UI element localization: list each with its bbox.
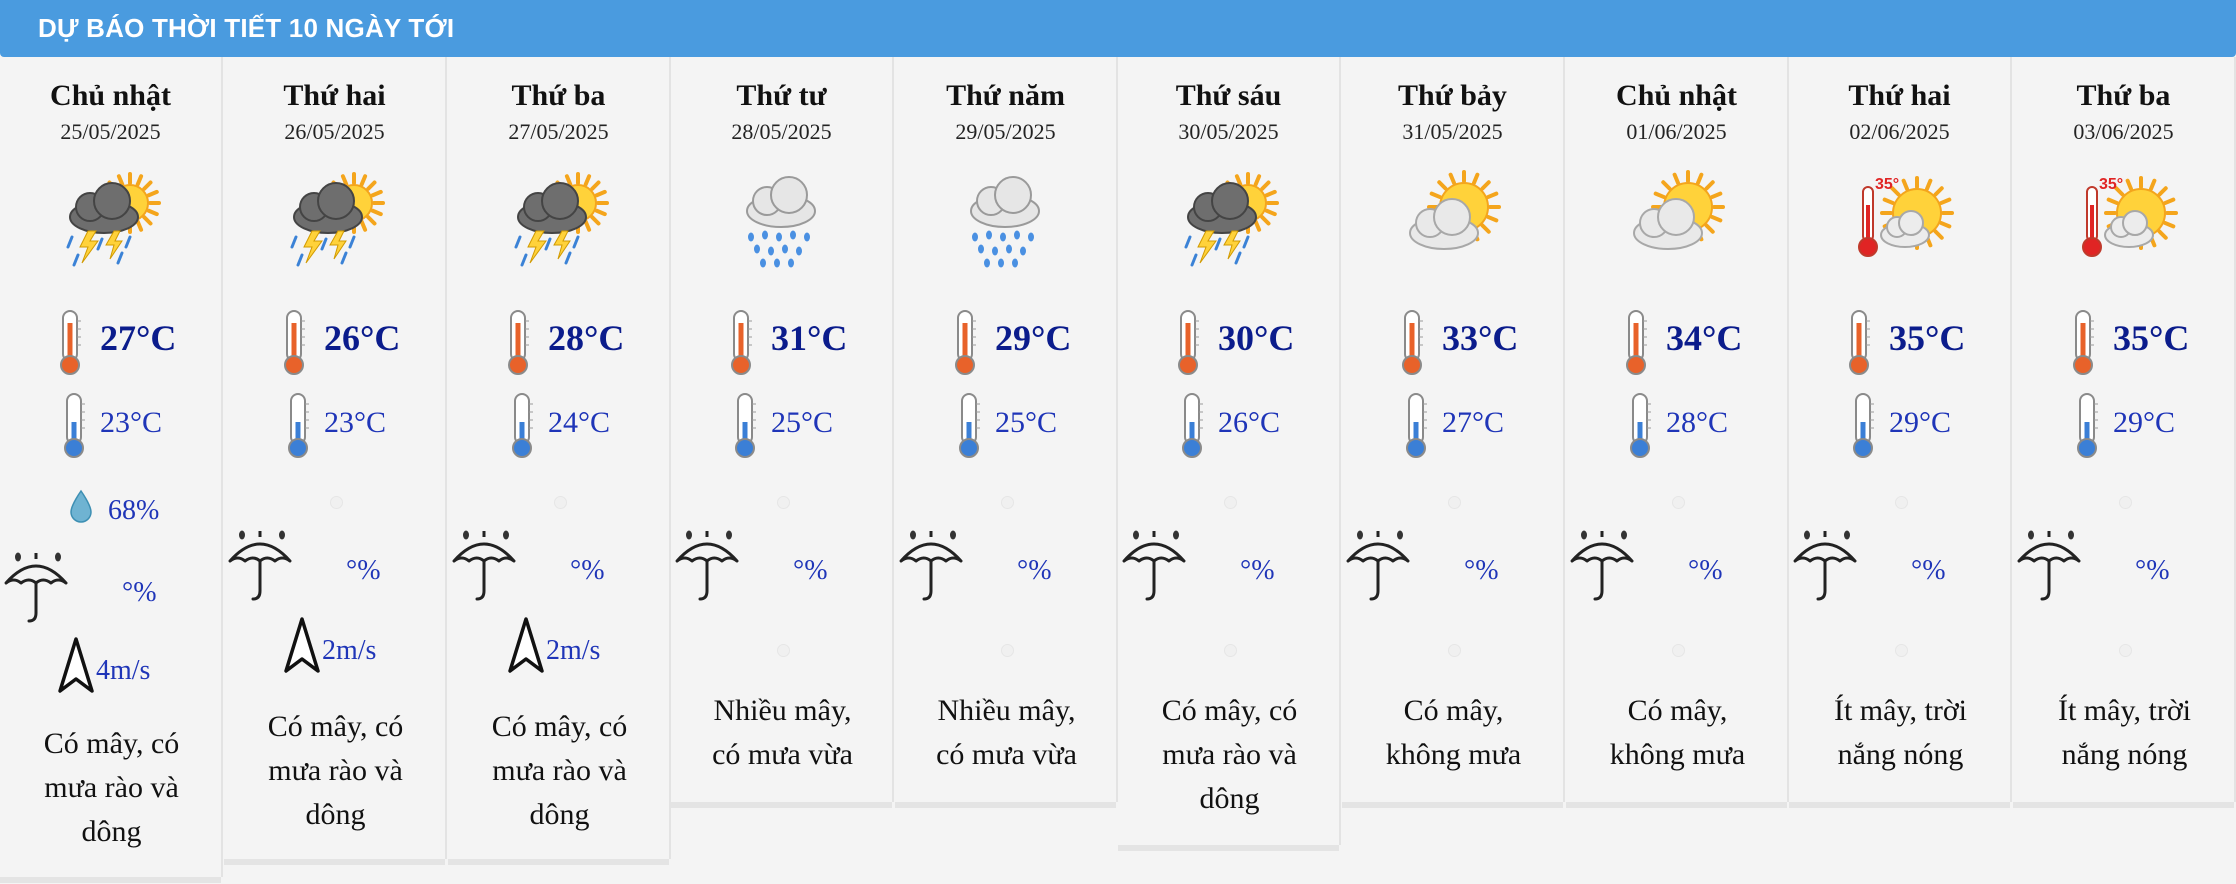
thunderstorm-sun-icon bbox=[282, 165, 392, 275]
temp-low-row bbox=[671, 392, 892, 452]
hot-sun-icon bbox=[1847, 165, 1957, 275]
forecast-title: DỰ BÁO THỜI TIẾT 10 NGÀY TỚI bbox=[38, 13, 455, 43]
umbrella-icon bbox=[448, 527, 520, 603]
rain-chance-row bbox=[0, 549, 221, 619]
wind-row bbox=[0, 635, 221, 705]
day-date: 03/06/2025 bbox=[2073, 119, 2174, 144]
temp-low-row bbox=[1342, 392, 1563, 452]
description-line: Có mây, bbox=[1403, 694, 1504, 727]
day-column bbox=[895, 57, 1118, 802]
thermometer-cold-icon bbox=[506, 392, 538, 460]
thermometer-hot-icon bbox=[502, 309, 534, 377]
umbrella-icon bbox=[671, 527, 743, 603]
weather-description bbox=[681, 689, 884, 777]
weather-description bbox=[1128, 689, 1331, 821]
temp-high-value: 31°C bbox=[771, 318, 848, 358]
temp-high-row bbox=[1342, 309, 1563, 369]
day-date: 29/05/2025 bbox=[955, 119, 1056, 144]
rain-chance-value: °% bbox=[1464, 555, 1499, 586]
temp-high-value: 27°C bbox=[100, 318, 177, 358]
wind-direction-icon bbox=[56, 635, 96, 697]
temp-low-value: 25°C bbox=[771, 406, 834, 439]
humidity-value: 68% bbox=[108, 495, 160, 526]
day-name: Chủ nhật bbox=[1616, 79, 1737, 112]
day-name: Thứ sáu bbox=[1175, 79, 1282, 112]
rain-chance-row bbox=[224, 527, 445, 597]
day-column bbox=[1342, 57, 1565, 802]
thermometer-hot-icon bbox=[1843, 309, 1875, 377]
empty-dot bbox=[777, 496, 790, 509]
day-name: Thứ bảy bbox=[1398, 79, 1507, 112]
empty-dot bbox=[554, 496, 567, 509]
description-line: dông bbox=[529, 798, 590, 831]
water-drop-icon bbox=[66, 489, 96, 525]
thermometer-hot-icon bbox=[949, 309, 981, 377]
day-date: 02/06/2025 bbox=[1849, 119, 1950, 144]
thermometer-hot-icon bbox=[54, 309, 86, 377]
rain-chance-row bbox=[2013, 527, 2234, 597]
day-name: Chủ nhật bbox=[50, 79, 171, 112]
wind-row bbox=[448, 615, 669, 685]
empty-dot bbox=[1895, 644, 1908, 657]
column-bottom-border bbox=[448, 859, 669, 865]
column-bottom-border bbox=[2013, 802, 2234, 808]
day-name: Thứ năm bbox=[946, 79, 1065, 112]
temp-high-row bbox=[895, 309, 1116, 369]
sun-cloud-icon bbox=[1624, 165, 1734, 275]
thermometer-cold-icon bbox=[953, 392, 985, 460]
temp-low-row bbox=[895, 392, 1116, 452]
description-line: Có mây, có bbox=[491, 710, 628, 743]
description-line: Ít mây, trời bbox=[1833, 694, 1968, 727]
weather-description bbox=[458, 705, 661, 837]
temp-high-row bbox=[1566, 309, 1787, 369]
hot-sun-icon bbox=[2071, 165, 2181, 275]
description-line: dông bbox=[305, 798, 366, 831]
thermometer-hot-icon bbox=[1396, 309, 1428, 377]
empty-dot bbox=[2119, 644, 2132, 657]
description-line: dông bbox=[81, 815, 142, 848]
rain-chance-value: °% bbox=[122, 577, 157, 608]
temp-high-row bbox=[671, 309, 892, 369]
day-column bbox=[0, 57, 223, 877]
thermometer-cold-icon bbox=[58, 392, 90, 460]
temp-high-value: 35°C bbox=[1889, 318, 1966, 358]
weather-description bbox=[10, 722, 213, 854]
humidity-row bbox=[0, 485, 221, 535]
column-bottom-border bbox=[1118, 845, 1339, 851]
forecast-header bbox=[0, 0, 2236, 57]
description-line: Có mây, có bbox=[1161, 694, 1298, 727]
thermometer-cold-icon bbox=[1847, 392, 1879, 460]
weather-description bbox=[1352, 689, 1555, 777]
weather-description bbox=[1576, 689, 1779, 777]
temp-high-row bbox=[2013, 309, 2234, 369]
rain-chance-value: °% bbox=[570, 555, 605, 586]
weather-description bbox=[2023, 689, 2226, 777]
description-line: không mưa bbox=[1609, 738, 1746, 771]
thermometer-hot-icon bbox=[278, 309, 310, 377]
description-line: không mưa bbox=[1385, 738, 1522, 771]
description-line: nắng nóng bbox=[2061, 738, 2188, 771]
day-date: 28/05/2025 bbox=[731, 119, 832, 144]
description-line: có mưa vừa bbox=[712, 738, 853, 771]
temp-high-row bbox=[448, 309, 669, 369]
temp-low-row bbox=[448, 392, 669, 452]
description-line: mưa rào và bbox=[268, 754, 403, 787]
svg-text:35°: 35° bbox=[2099, 176, 2124, 193]
description-line: Nhiều mây, bbox=[937, 694, 1076, 727]
description-line: mưa rào và bbox=[492, 754, 627, 787]
rain-chance-row bbox=[1342, 527, 1563, 597]
rain-chance-row bbox=[895, 527, 1116, 597]
temp-low-row bbox=[1118, 392, 1339, 452]
temp-low-row bbox=[2013, 392, 2234, 452]
temp-high-row bbox=[0, 309, 221, 369]
thunderstorm-sun-icon bbox=[1176, 165, 1286, 275]
description-line: Có mây, có bbox=[43, 727, 180, 760]
column-bottom-border bbox=[224, 859, 445, 865]
thermometer-hot-icon bbox=[1620, 309, 1652, 377]
wind-speed-value: 2m/s bbox=[322, 635, 377, 666]
rain-chance-value: °% bbox=[346, 555, 381, 586]
umbrella-icon bbox=[895, 527, 967, 603]
day-name: Thứ hai bbox=[283, 79, 386, 112]
day-date: 25/05/2025 bbox=[60, 119, 161, 144]
wind-row bbox=[224, 615, 445, 685]
rain-chance-row bbox=[1789, 527, 2010, 597]
temp-high-value: 35°C bbox=[2113, 318, 2190, 358]
temp-low-value: 23°C bbox=[100, 406, 163, 439]
rain-chance-value: °% bbox=[1911, 555, 1946, 586]
temp-low-value: 29°C bbox=[1889, 406, 1952, 439]
rain-chance-value: °% bbox=[1240, 555, 1275, 586]
umbrella-icon bbox=[1342, 527, 1414, 603]
weather-description bbox=[905, 689, 1108, 777]
column-bottom-border bbox=[1566, 802, 1787, 808]
temp-low-row bbox=[0, 392, 221, 452]
thermometer-cold-icon bbox=[1176, 392, 1208, 460]
description-line: mưa rào và bbox=[44, 771, 179, 804]
wind-direction-icon bbox=[506, 615, 546, 677]
thermometer-cold-icon bbox=[729, 392, 761, 460]
description-line: nắng nóng bbox=[1837, 738, 1964, 771]
temp-high-row bbox=[1789, 309, 2010, 369]
thermometer-hot-icon bbox=[725, 309, 757, 377]
description-line: dông bbox=[1199, 782, 1260, 815]
rain-chance-value: °% bbox=[2135, 555, 2170, 586]
thermometer-cold-icon bbox=[1400, 392, 1432, 460]
weather-description bbox=[234, 705, 437, 837]
column-bottom-border bbox=[895, 802, 1116, 808]
empty-dot bbox=[330, 496, 343, 509]
thunderstorm-sun-icon bbox=[506, 165, 616, 275]
svg-text:35°: 35° bbox=[1875, 176, 1900, 193]
column-bottom-border bbox=[0, 877, 221, 883]
temp-low-value: 27°C bbox=[1442, 406, 1505, 439]
temp-high-value: 33°C bbox=[1442, 318, 1519, 358]
day-column bbox=[2013, 57, 2236, 802]
empty-dot bbox=[1448, 496, 1461, 509]
umbrella-icon bbox=[1789, 527, 1861, 603]
empty-dot bbox=[777, 644, 790, 657]
temp-low-row bbox=[1789, 392, 2010, 452]
temp-high-row bbox=[224, 309, 445, 369]
empty-dot bbox=[1672, 644, 1685, 657]
day-column bbox=[671, 57, 894, 802]
empty-dot bbox=[1224, 644, 1237, 657]
rain-cloud-icon bbox=[729, 165, 839, 275]
day-column bbox=[1566, 57, 1789, 802]
day-date: 30/05/2025 bbox=[1178, 119, 1279, 144]
rain-chance-row bbox=[1118, 527, 1339, 597]
thunderstorm-sun-icon bbox=[58, 165, 168, 275]
temp-low-value: 24°C bbox=[548, 406, 611, 439]
description-line: Có mây, bbox=[1627, 694, 1728, 727]
description-line: có mưa vừa bbox=[936, 738, 1077, 771]
umbrella-icon bbox=[224, 527, 296, 603]
day-name: Thứ tư bbox=[736, 79, 827, 112]
day-date: 31/05/2025 bbox=[1402, 119, 1503, 144]
temp-low-value: 25°C bbox=[995, 406, 1058, 439]
weather-description bbox=[1799, 689, 2002, 777]
temp-low-value: 23°C bbox=[324, 406, 387, 439]
temp-high-value: 29°C bbox=[995, 318, 1072, 358]
temp-low-row bbox=[1566, 392, 1787, 452]
day-column bbox=[1789, 57, 2012, 802]
temp-low-value: 29°C bbox=[2113, 406, 2176, 439]
day-date: 01/06/2025 bbox=[1626, 119, 1727, 144]
sun-cloud-icon bbox=[1400, 165, 1510, 275]
temp-low-row bbox=[224, 392, 445, 452]
empty-dot bbox=[1895, 496, 1908, 509]
description-line: mưa rào và bbox=[1162, 738, 1297, 771]
rain-chance-value: °% bbox=[793, 555, 828, 586]
thermometer-hot-icon bbox=[1172, 309, 1204, 377]
thermometer-cold-icon bbox=[282, 392, 314, 460]
temp-high-row bbox=[1118, 309, 1339, 369]
rain-chance-value: °% bbox=[1688, 555, 1723, 586]
rain-chance-row bbox=[1566, 527, 1787, 597]
description-line: Ít mây, trời bbox=[2057, 694, 2192, 727]
temp-low-value: 28°C bbox=[1666, 406, 1729, 439]
column-bottom-border bbox=[671, 802, 892, 808]
description-line: Có mây, có bbox=[267, 710, 404, 743]
wind-direction-icon bbox=[282, 615, 322, 677]
day-column bbox=[1118, 57, 1341, 845]
temp-high-value: 34°C bbox=[1666, 318, 1743, 358]
day-name: Thứ hai bbox=[1848, 79, 1951, 112]
wind-speed-value: 2m/s bbox=[546, 635, 601, 666]
thermometer-cold-icon bbox=[2071, 392, 2103, 460]
day-column bbox=[224, 57, 447, 859]
rain-cloud-icon bbox=[953, 165, 1063, 275]
umbrella-icon bbox=[1566, 527, 1638, 603]
temp-high-value: 28°C bbox=[548, 318, 625, 358]
rain-chance-row bbox=[671, 527, 892, 597]
empty-dot bbox=[1224, 496, 1237, 509]
empty-dot bbox=[1448, 644, 1461, 657]
umbrella-icon bbox=[1118, 527, 1190, 603]
column-bottom-border bbox=[1342, 802, 1563, 808]
day-date: 27/05/2025 bbox=[508, 119, 609, 144]
rain-chance-row bbox=[448, 527, 669, 597]
empty-dot bbox=[1672, 496, 1685, 509]
column-bottom-border bbox=[1789, 802, 2010, 808]
umbrella-icon bbox=[2013, 527, 2085, 603]
umbrella-icon bbox=[0, 549, 72, 625]
temp-high-value: 30°C bbox=[1218, 318, 1295, 358]
temp-high-value: 26°C bbox=[324, 318, 401, 358]
empty-dot bbox=[2119, 496, 2132, 509]
temp-low-value: 26°C bbox=[1218, 406, 1281, 439]
description-line: Nhiều mây, bbox=[713, 694, 852, 727]
day-name: Thứ ba bbox=[511, 79, 606, 112]
day-date: 26/05/2025 bbox=[284, 119, 385, 144]
empty-dot bbox=[1001, 644, 1014, 657]
day-name: Thứ ba bbox=[2076, 79, 2171, 112]
thermometer-cold-icon bbox=[1624, 392, 1656, 460]
empty-dot bbox=[1001, 496, 1014, 509]
thermometer-hot-icon bbox=[2067, 309, 2099, 377]
forecast-days bbox=[0, 57, 2236, 884]
rain-chance-value: °% bbox=[1017, 555, 1052, 586]
day-column bbox=[448, 57, 671, 859]
wind-speed-value: 4m/s bbox=[96, 655, 151, 686]
